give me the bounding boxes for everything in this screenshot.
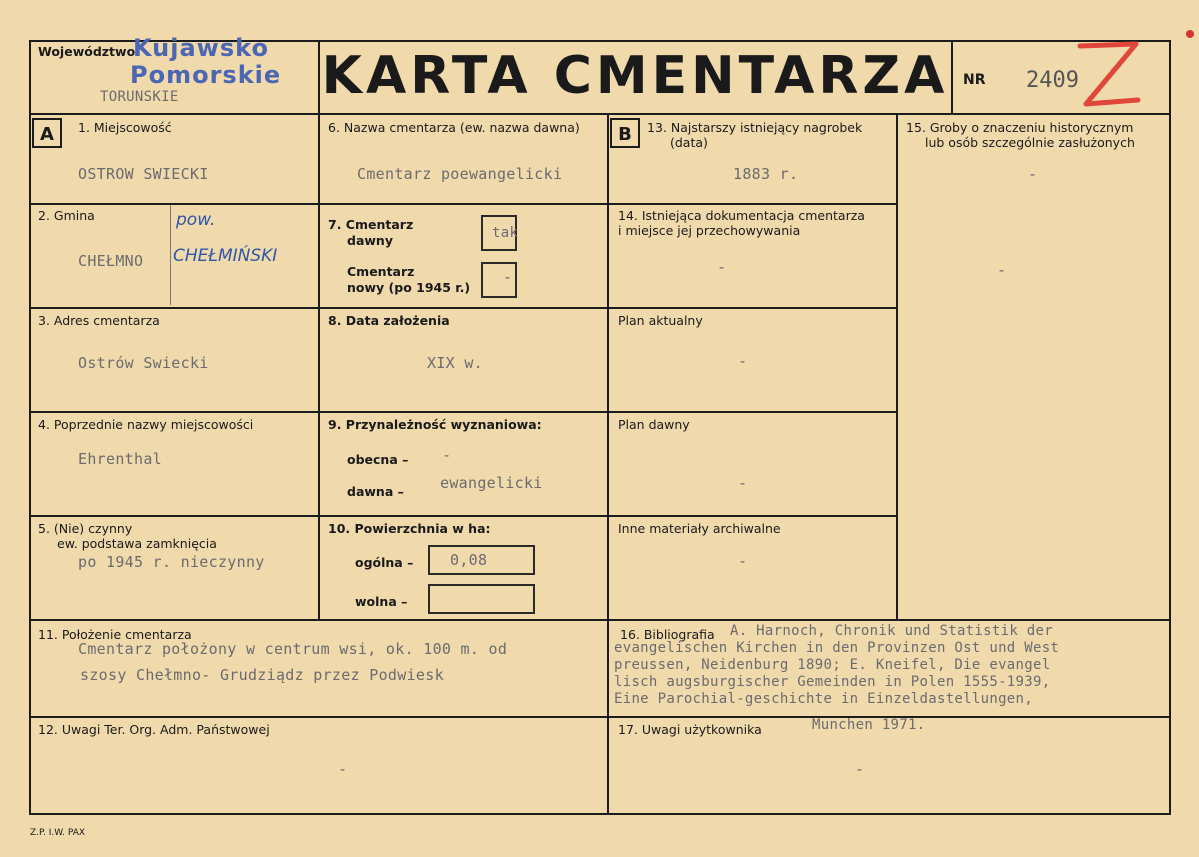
field-17-label: 17. Uwagi użytkownika <box>618 722 762 737</box>
field-3-label: 3. Adres cmentarza <box>38 313 160 328</box>
field-13-label-line2: (data) <box>670 135 708 150</box>
field-16-label: 16. Bibliografia <box>620 627 715 642</box>
plan-current-label: Plan aktualny <box>618 313 703 328</box>
field-15-value-2: - <box>997 261 1007 279</box>
voivodeship-stamp-line1: Kujawsko <box>133 34 269 62</box>
red-z-mark <box>1076 38 1142 110</box>
field-8-value: XIX w. <box>427 354 483 372</box>
field-7-label-line2: dawny <box>347 233 393 248</box>
bottom-section-rule-2 <box>29 716 1171 718</box>
row-rule-a1 <box>29 203 319 205</box>
field-16-line1: A. Harnoch, Chronik und Statistik der <box>730 623 1053 639</box>
field-14-label-line2: i miejsce jej przechowywania <box>618 223 801 238</box>
field-7-old-value: tak <box>492 225 519 241</box>
header-divider-right <box>951 40 953 114</box>
col-divider-2 <box>607 113 609 815</box>
col-divider-3 <box>896 113 898 619</box>
field-6-label: 6. Nazwa cmentarza (ew. nazwa dawna) <box>328 120 580 135</box>
row-rule-b1 <box>318 203 608 205</box>
plan-former-label: Plan dawny <box>618 417 690 432</box>
row-rule-a4 <box>29 515 319 517</box>
field-5-label-line2: ew. podstawa zamknięcia <box>57 536 217 551</box>
plan-current-value: - <box>738 352 748 370</box>
section-a-badge: A <box>32 118 62 148</box>
wojewodztwo-label: Województwo <box>38 44 136 59</box>
field-12-value: - <box>338 760 348 778</box>
row-rule-a2 <box>29 307 319 309</box>
field-9-current-label: obecna – <box>347 452 409 467</box>
field-14-value: - <box>717 258 727 276</box>
field-17-value: Munchen 1971. <box>812 717 926 733</box>
field-4-value: Ehrenthal <box>78 450 162 468</box>
field-7-new-value: - <box>503 268 513 286</box>
field-7-new-label-line2: nowy (po 1945 r.) <box>347 280 471 295</box>
field-15-value-1: - <box>1028 165 1038 183</box>
header-bottom-rule <box>29 113 1171 115</box>
field-9-label: 9. Przynależność wyznaniowa: <box>328 417 542 432</box>
typed-region: TORUNSKIE <box>100 89 179 105</box>
field-10-total-label: ogólna – <box>355 555 414 570</box>
row-rule-c2 <box>607 307 897 309</box>
field-2-label: 2. Gmina <box>38 208 95 223</box>
row-rule-a3 <box>29 411 319 413</box>
col-divider-1 <box>318 113 320 619</box>
field-15-label-line1: 15. Groby o znaczeniu historycznym <box>906 120 1134 135</box>
bottom-section-rule-1 <box>29 619 1171 621</box>
field-14-label-line1: 14. Istniejąca dokumentacja cmentarza <box>618 208 865 223</box>
field-17-dash: - <box>855 760 865 778</box>
section-b-badge: B <box>610 118 640 148</box>
field-12-label: 12. Uwagi Ter. Org. Adm. Państwowej <box>38 722 270 737</box>
row-rule-b3 <box>318 411 608 413</box>
field-7-label-line1: 7. Cmentarz <box>328 217 414 232</box>
field-3-value: Ostrów Swiecki <box>78 354 209 372</box>
field-6-value: Cmentarz poewangelicki <box>357 165 563 183</box>
printer-imprint: Z.P. I.W. PAX <box>30 828 86 838</box>
row-rule-b4 <box>318 515 608 517</box>
field-11-label: 11. Położenie cmentarza <box>38 627 192 642</box>
field-10-label: 10. Powierzchnia w ha: <box>328 521 491 536</box>
field-1-value: OSTROW SWIECKI <box>78 165 209 183</box>
field-5-value: po 1945 r. nieczynny <box>78 553 265 571</box>
field-8-label: 8. Data założenia <box>328 313 450 328</box>
field-5-label-line1: 5. (Nie) czynny <box>38 521 133 536</box>
field-10-total-value: 0,08 <box>450 551 488 569</box>
field-7-new-label-line1: Cmentarz <box>347 264 415 279</box>
field-9-current-value: - <box>442 446 452 464</box>
field-16-line4: lisch augsburgischer Gemeinden in Polen 1555-1939, <box>614 674 1051 690</box>
field-2-handwritten-pow: pow. <box>176 210 216 230</box>
row-rule-c1 <box>607 203 897 205</box>
field-4-label: 4. Poprzednie nazwy miejscowości <box>38 417 254 432</box>
field-11-value-line1: Cmentarz położony w centrum wsi, ok. 100 m. od <box>78 640 508 658</box>
gmina-divider <box>170 205 171 305</box>
page-title: KARTA CMENTARZA <box>321 46 949 106</box>
field-9-former-label: dawna – <box>347 484 404 499</box>
field-13-label-line1: 13. Najstarszy istniejący nagrobek <box>647 120 863 135</box>
field-16-line5: Eine Parochial-geschichte in Einzeldastellungen, <box>614 691 1033 707</box>
field-11-value-line2: szosy Chełmno- Grudziądz przez Podwiesk <box>80 666 444 684</box>
plan-former-value: - <box>738 474 748 492</box>
field-10-free-box <box>428 584 535 614</box>
archival-value: - <box>738 552 748 570</box>
voivodeship-stamp-line2: Pomorskie <box>130 61 282 89</box>
field-9-former-value: ewangelicki <box>440 474 543 492</box>
nr-label: NR <box>963 72 986 88</box>
field-10-free-label: wolna – <box>355 594 408 609</box>
field-1-label: 1. Miejscowość <box>78 120 172 135</box>
archival-label: Inne materiały archiwalne <box>618 521 781 536</box>
field-16-line2: evangelischen Kirchen in den Provinzen Ost und West <box>614 640 1060 656</box>
red-dot-marker <box>1186 30 1194 38</box>
field-13-value: 1883 r. <box>733 165 799 183</box>
field-15-label-line2: lub osób szczególnie zasłużonych <box>925 135 1135 150</box>
field-16-line3: preussen, Neidenburg 1890; E. Kneifel, Die evangel <box>614 657 1051 673</box>
row-rule-c4 <box>607 515 897 517</box>
row-rule-c3 <box>607 411 897 413</box>
field-2-handwritten-value: CHEŁMIŃSKI <box>173 246 278 266</box>
field-2-value: CHEŁMNO <box>78 252 144 270</box>
row-rule-b2 <box>318 307 608 309</box>
card-number: 2409 <box>1026 68 1079 93</box>
